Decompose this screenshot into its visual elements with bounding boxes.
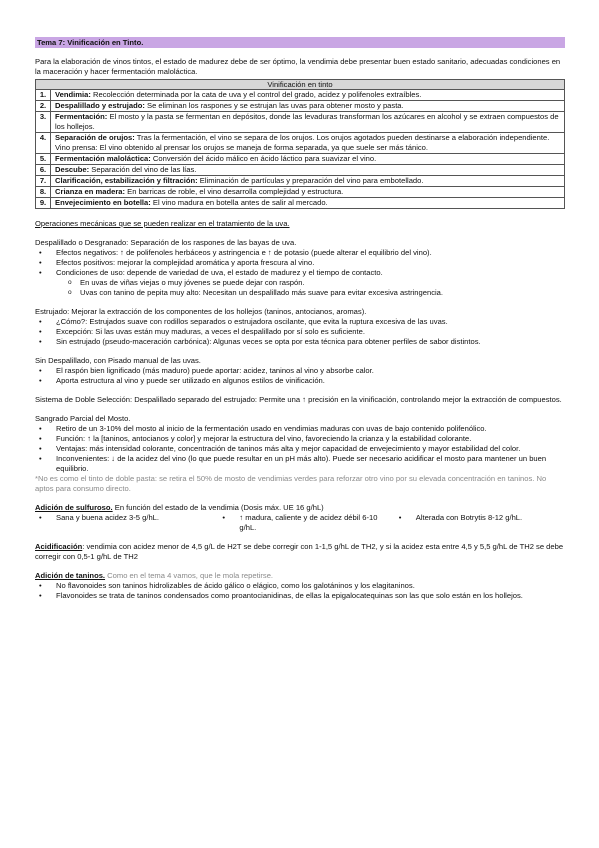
row-term: Envejecimiento en botella: [55,198,151,207]
sulfuroso-line [35,503,565,513]
despalillado-sublist [35,278,565,298]
row-text: Tras la fermentación, el vino se separa de los orujos. Los orujos agotados pueden destinarse a elaboración independiente. Vino prensa: El vino obtenido al prensar los orujos se maneja de forma separada, ya que suele ser más tánico. [55,133,550,152]
row-number: 6. [36,165,51,176]
row-term: Clarificación, estabilización y filtración: [55,176,198,185]
table-row [36,187,565,198]
row-number: 2. [36,101,51,112]
sulfuroso-columns [35,513,565,533]
row-number: 9. [36,198,51,209]
sulfuroso-rest: En función del estado de la vendimia (Dosis máx. UE 16 g/hL) [112,503,324,512]
table-row [36,112,565,133]
list-item: • Retiro de un 3-10% del mosto al inicio de la fermentación usado en vendimias maduras con uvas de bajo contenido polifenólico. [35,424,565,434]
list-item: • Efectos negativos: ↑ de polifenoles herbáceos y astringencia e ↑ de potasio (puede alterar el equilibrio del vino). [35,248,565,258]
row-content [51,133,565,154]
acidificacion-section [35,542,565,562]
row-content [51,154,565,165]
taninos-section [35,571,565,601]
sangrado-lead: Sangrado Parcial del Mosto. [35,414,131,423]
row-term: Descube: [55,165,90,174]
list-item: • Condiciones de uso: depende de variedad de uva, el estado de madurez y el tiempo de contacto. [35,268,565,278]
list-item: • Aporta estructura al vino y puede ser utilizado en algunos estilos de vinificación. [35,376,565,386]
row-number: 7. [36,176,51,187]
list-item: • Efectos positivos: mejorar la complejidad aromática y aporta frescura al vino. [35,258,565,268]
operations-heading: Operaciones mecánicas que se pueden realizar en el tratamiento de la uva. [35,219,290,228]
list-item: • Sin estrujado (pseudo-maceración carbónica): Algunas veces se opta por esta técnica para obtener perfiles de sabor distintos. [35,337,565,347]
taninos-line [35,571,565,581]
row-text: Conversión del ácido málico en ácido láctico para suavizar el vino. [150,154,377,163]
taninos-list [35,581,565,601]
row-content [51,112,565,133]
list-item: • Inconvenientes: ↓ de la acidez del vino (lo que puede resultar en un pH más alto). Puede ser necesario acidificar el mosto para mantener un buen equilibrio. [35,454,565,474]
sulfuroso-col: • Alterada con Botrytis 8-12 g/hL. [395,513,565,533]
list-item: • Excepción: Si las uvas están muy maduras, a veces el despalillado por sí solo es suficiente. [35,327,565,337]
table-row [36,176,565,187]
sangrado-note: *No es como el tinto de doble pasta: se retira el 50% de mosto de vendimias verdes para reforzar otro vino por su elevada concentración en taninos. No aptos para consumo directo. [35,474,547,493]
list-item: • Función: ↑ la [taninos, antocianos y color] y mejorar la estructura del vino, favoreciendo la crianza y la estabilidad colorante. [35,434,565,444]
despalillado-list [35,248,565,278]
row-content [51,101,565,112]
estrujado-section [35,307,565,347]
row-text: Eliminación de partículas y preparación del vino para embotellado. [197,176,424,185]
row-number: 1. [36,90,51,101]
row-text: El mosto y la pasta se fermentan en depósitos, donde las levaduras transforman los azúcares en alcohol y se extraen compuestos de los hollejos. [55,112,559,131]
row-text: Recolección determinada por la cata de uva y el control del grado, acidez y polifenoles extraíbles. [90,90,422,99]
row-term: Vendimia: [55,90,91,99]
intro-paragraph: Para la elaboración de vinos tintos, el estado de madurez debe de ser óptimo, la vendimia debe presentar buen estado sanitario, adecuadas condiciones en la maceración y hacer fermentación maloláctica. [35,57,561,76]
row-number: 4. [36,133,51,154]
estrujado-list [35,317,565,347]
row-term: Fermentación: [55,112,108,121]
row-number: 5. [36,154,51,165]
sulfuroso-col: • ↑ madura, caliente y de acidez débil 6-10 g/hL. [218,513,394,533]
sulfuroso-heading: Adición de sulfuroso. [35,503,113,512]
sulfuroso-section [35,503,565,533]
row-term: Separación de orujos: [55,133,135,142]
sangrado-list [35,424,565,474]
row-term: Despalillado y estrujado: [55,101,145,110]
list-item: • No flavonoides son taninos hidrolizables de ácido gálico o elágico, como los galotáninos y los elagitaninos. [35,581,565,591]
row-content [51,198,565,209]
table-row [36,101,565,112]
doble-seleccion-text: Sistema de Doble Selección: Despalillado separado del estrujado: Permite una ↑ precisión en la vinificación, controlando mejor la extracción de compuestos. [35,395,562,404]
row-text: Se eliminan los raspones y se estrujan las uvas para obtener mosto y pasta. [144,101,404,110]
row-term: Fermentación maloláctica: [55,154,151,163]
row-text: El vino madura en botella antes de salir al mercado. [150,198,328,207]
sub-list-item: o En uvas de viñas viejas o muy jóvenes se puede dejar con raspón. [35,278,565,288]
despalillado-lead: Despalillado o Desgranado: Separación de los raspones de las bayas de uva. [35,238,297,247]
row-number: 8. [36,187,51,198]
list-item: • ¿Cómo?: Estrujados suave con rodillos separados o estrujadora oscilante, que evita la ruptura excesiva de las uvas. [35,317,565,327]
vinification-table [35,79,565,209]
row-content [51,176,565,187]
despalillado-section [35,238,565,298]
row-content [51,187,565,198]
pisado-list [35,366,565,386]
list-item: • Ventajas: más intensidad colorante, concentración de taninos más alta y mejor capacidad de envejecimiento y mayor estabilidad del color. [35,444,565,454]
taninos-rest: Como en el tema 4 vamos, que le mola repetirse. [105,571,274,580]
table-row [36,154,565,165]
table-row [36,198,565,209]
table-row [36,165,565,176]
taninos-heading: Adición de taninos. [35,571,106,580]
sangrado-section [35,414,565,494]
row-number: 3. [36,112,51,133]
acidificacion-text [35,542,565,562]
page-title: Tema 7: Vinificación en Tinto. [35,37,565,48]
table-header: Vinificación en tinto [36,80,565,90]
pisado-section [35,356,565,386]
table-row [36,133,565,154]
sulfuroso-col: • Sana y buena acidez 3-5 g/hL. [35,513,218,533]
list-item: • El raspón bien lignificado (más maduro) puede aportar: acidez, taninos al vino y absorbe calor. [35,366,565,376]
row-text: Separación del vino de las lías. [89,165,197,174]
table-body [36,90,565,209]
table-row [36,90,565,101]
acidificacion-heading: Acidificación [35,542,83,551]
row-text: En barricas de roble, el vino desarrolla complejidad y estructura. [125,187,344,196]
row-content [51,165,565,176]
estrujado-lead: Estrujado: Mejorar la extracción de los componentes de los hollejos (taninos, antocianos, aromas). [35,307,367,316]
acidificacion-rest: : vendimia con acidez menor de 4,5 g/L de H2T se debe corregir con 1-1,5 g/hL de TH2, y si la acidez esta entre 4,5 y 5,5 g/hL de TH2 se debe corregir con 0,5-1 g/hL de TH2 [35,542,564,561]
row-term: Crianza en madera: [55,187,126,196]
list-item: • Flavonoides se trata de taninos condensados como proantocianidinas, de ellas la epigalocatequinas son las que solo están en los hollejos. [35,591,565,601]
pisado-lead: Sin Despalillado, con Pisado manual de las uvas. [35,356,201,365]
row-content [51,90,565,101]
sub-list-item: o Uvas con tanino de pepita muy alto: Necesitan un despalillado más suave para evitar excesiva astringencia. [35,288,565,298]
doble-seleccion-section [35,395,565,405]
